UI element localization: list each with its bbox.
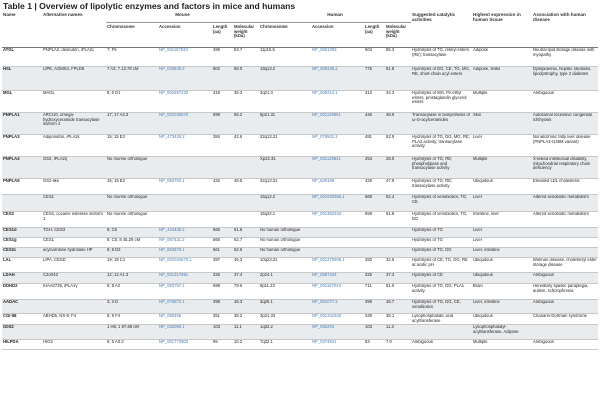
- catalytic-activity: Hydrolysis of CE, TG, DG, RE at acidic pH: [412, 257, 468, 267]
- human-accession-link[interactable]: NP_009214.1: [312, 90, 338, 95]
- catalytic-activity: Hydrolysis of TG, DG: [411, 248, 472, 258]
- group-header-row: [2, 12, 598, 23]
- group-header-human: Human: [259, 12, 411, 23]
- table-row: [2, 195, 598, 212]
- human-length: 313: [365, 90, 372, 95]
- gene-name: CES1g: [3, 237, 17, 242]
- human-molecular-weight: 28.0: [385, 157, 411, 179]
- human-chromosome: 22q13.31: [260, 134, 278, 139]
- mouse-accession-link[interactable]: NP_034849.2: [158, 67, 212, 91]
- mouse-molecular-weight: 39.2: [234, 313, 243, 318]
- human-molecular-weight: 45.7: [385, 300, 411, 314]
- mouse-chromosome: No murine orthologue: [106, 195, 259, 212]
- mouse-length: 384: [213, 134, 220, 139]
- mouse-accession-link[interactable]: NP_067431.2: [159, 237, 185, 242]
- gene-name: LAL: [3, 257, 12, 262]
- tissue-expression: Adipose, testis: [472, 67, 532, 91]
- table-body: [2, 48, 598, 350]
- human-chromosome: 19q13.2: [259, 67, 311, 91]
- catalytic-activity: Hydrolysis of xenobiotics, TG, DG: [412, 211, 468, 221]
- tissue-expression: Lysophosphatidyl-acyltransferase, Adipose: [472, 325, 532, 340]
- mouse-length: 103: [212, 325, 233, 340]
- gene-name: CES2: [3, 211, 14, 216]
- mouse-length: 95: [213, 339, 218, 344]
- alternative-names: CES2, cocaine esterase isoform 1: [43, 211, 103, 221]
- mouse-length: 565: [213, 237, 220, 242]
- mouse-molecular-weight: 11.1: [233, 325, 259, 340]
- mouse-molecular-weight: 61.8: [233, 228, 259, 238]
- header-mouse-length: Length (aa): [213, 24, 228, 34]
- human-molecular-weight: 81.0: [386, 283, 395, 288]
- mouse-molecular-weight: 37.4: [233, 273, 259, 284]
- catalytic-activity: Lysophosphatidic acid acyltransferase: [412, 313, 454, 323]
- table-row: [2, 340, 598, 350]
- table-row: [2, 238, 598, 248]
- gene-name: HSL: [2, 67, 42, 91]
- column-header-row: [2, 23, 598, 48]
- human-length: 325: [364, 273, 385, 284]
- tissue-expression: Liver: [472, 228, 532, 238]
- human-chromosome: 6p21.31: [259, 113, 311, 135]
- mouse-length: 699: [213, 283, 220, 288]
- mouse-chromosome: 19; 19 C1: [107, 257, 126, 262]
- disease-association: Elevated LDL cholesterol: [533, 178, 580, 183]
- header-human-mw: Molecular weight (kDa): [386, 24, 407, 39]
- alternative-names: GS2-like: [43, 178, 60, 183]
- disease-association: Ambiguous: [532, 300, 598, 314]
- table-row: [2, 157, 598, 179]
- mouse-molecular-weight: 62.5: [233, 248, 259, 258]
- human-chromosome: 1q32.2: [259, 325, 311, 340]
- catalytic-activity: Hydrolysis of TG: [411, 228, 472, 238]
- alternative-names: CES1: [42, 195, 106, 212]
- catalytic-activity: Hydrolysis of TG, RE; phospholipase and transacylase activity: [411, 157, 472, 179]
- table-row: [2, 48, 598, 67]
- lipolytic-enzymes-table: [2, 12, 598, 350]
- mouse-accession-link[interactable]: NP_080455: [159, 313, 182, 318]
- disease-association: [532, 238, 598, 248]
- tissue-expression: Liver: [473, 134, 483, 139]
- gene-name: PNPLA4: [2, 157, 42, 179]
- human-accession-link[interactable]: NP_001275908.1: [312, 257, 345, 262]
- human-accession-link[interactable]: NP_079501.2: [312, 134, 338, 139]
- mouse-chromosome: 8; 8 D3: [106, 248, 158, 258]
- gene-name: PNPLA3: [3, 134, 20, 139]
- tissue-expression: Ubiquitous: [473, 178, 493, 183]
- mouse-accession-link[interactable]: NP_001773903: [159, 339, 189, 344]
- gene-name: HILPDA: [3, 339, 19, 344]
- table-row: [2, 284, 598, 300]
- table-row: [2, 248, 598, 258]
- header-human-length: Length (aa): [365, 24, 380, 34]
- mouse-chromosome: 8; 8 A2: [107, 283, 121, 288]
- gene-name: AADAC: [2, 300, 42, 314]
- disease-association: Dyslipidemia, hepatic steatosis, lipodystrophy, type 2 diabetes: [532, 67, 598, 91]
- alternative-names: [42, 325, 106, 340]
- table-row: [2, 67, 598, 91]
- alternative-names: LIPA, CESD: [43, 257, 66, 262]
- mouse-accession-link[interactable]: NP_001034570.1: [159, 257, 192, 262]
- tissue-expression: Multiple: [472, 157, 532, 179]
- catalytic-activity: Hydrolysis of TG: [412, 237, 443, 242]
- catalytic-activity: Hydrolysis of MG, PA ethyl esters, prostaglandin glycerol esters: [412, 90, 467, 105]
- human-accession-link[interactable]: NP_0687443: [311, 273, 364, 284]
- table-row: [2, 314, 598, 325]
- gene-name: ATGL: [3, 47, 15, 52]
- mouse-chromosome: 7; F5: [107, 47, 117, 52]
- catalytic-activity: Ambiguous: [412, 339, 433, 344]
- human-molecular-weight: 34.3: [386, 90, 395, 95]
- human-accession-link[interactable]: NP_005348.2: [311, 67, 364, 91]
- human-accession-link[interactable]: NP_001157043: [312, 283, 341, 288]
- mouse-accession-link[interactable]: NP_001157633: [159, 47, 188, 52]
- human-chromosome: Xp22.31: [259, 157, 311, 179]
- alternative-names: [42, 300, 106, 314]
- header-human-accession: Accession: [312, 24, 334, 29]
- human-length: 283: [365, 257, 372, 262]
- tissue-expression: Ubiquitous: [472, 273, 532, 284]
- mouse-length: 802: [212, 67, 233, 91]
- human-chromosome: 3p21.33: [260, 313, 276, 318]
- tissue-expression: Ubiquitous: [473, 313, 493, 318]
- mouse-length: 351: [213, 313, 220, 318]
- mouse-length: 432: [213, 178, 220, 183]
- alternative-names: acylcarnitine hydrolase HP: [42, 248, 106, 258]
- header-mouse-mw: Molecular weight (kDa): [234, 24, 255, 39]
- catalytic-activity: Hydrolysis of TG, retinyl esters (RE); transacylase: [412, 47, 469, 57]
- mouse-chromosome: 6; 6 D1: [107, 90, 121, 95]
- mouse-molecular-weight: 35.3: [234, 90, 243, 95]
- tissue-expression: Liver: [472, 195, 532, 212]
- tissue-expression: Liver, intestine: [472, 300, 532, 314]
- table-row: [2, 212, 598, 228]
- human-length: 711: [365, 283, 372, 288]
- human-molecular-weight: 52.9: [386, 134, 395, 139]
- header-mouse-accession: Accession: [159, 24, 181, 29]
- human-length: 481: [365, 134, 372, 139]
- human-molecular-weight: 47.9: [386, 178, 395, 183]
- mouse-molecular-weight: 53.7: [234, 47, 243, 52]
- disease-association: Ambiguous: [533, 339, 554, 344]
- tissue-expression: Skin: [472, 113, 532, 135]
- header-activity: Suggested catalytic activities: [412, 12, 456, 22]
- gene-name: G0S2: [2, 325, 42, 340]
- human-molecular-weight: 62.4: [385, 195, 411, 212]
- tissue-expression: Brain: [473, 283, 483, 288]
- disease-association: Altered xenobiotic metabolism: [533, 211, 589, 216]
- human-length: 568: [364, 195, 385, 212]
- disease-association: Ambiguous: [533, 90, 554, 95]
- mouse-molecular-weight: 45.3: [233, 300, 259, 314]
- alternative-names: KIAA0725, iPLA1γ: [43, 283, 78, 288]
- human-length: 446: [364, 113, 385, 135]
- mouse-chromosome: 3; 3 D: [106, 300, 158, 314]
- table-row: [2, 113, 598, 135]
- disease-association: [532, 228, 598, 238]
- human-molecular-weight: 7.0: [386, 339, 392, 344]
- catalytic-activity: Transacylase in biosynthesis of ω-O-acylceramides: [411, 113, 472, 135]
- human-chromosome: No human orthologue: [259, 248, 411, 258]
- human-molecular-weight: 37.3: [385, 273, 411, 284]
- tissue-expression: Liver, intestine: [472, 248, 532, 258]
- mouse-accession-link[interactable]: NP_001030570: [158, 113, 212, 135]
- table-row: [2, 300, 598, 314]
- mouse-molecular-weight: 65.2: [233, 113, 259, 135]
- disease-association: Autosomal recessive congenital ichthyosis: [532, 113, 598, 135]
- disease-association: Wolman disease, cholesteryl ester storage disease: [533, 257, 597, 267]
- mouse-chromosome: No murine orthologue: [106, 157, 259, 179]
- mouse-chromosome: 8; C5: [106, 228, 158, 238]
- human-molecular-weight: 48.9: [385, 113, 411, 135]
- human-chromosome: 2p24.1: [259, 273, 311, 284]
- human-length: 559: [365, 211, 372, 216]
- mouse-molecular-weight: 10.2: [234, 339, 243, 344]
- disease-association: Chanarin-Dorfman syndrome: [533, 313, 588, 318]
- gene-name: CES1d: [2, 228, 42, 238]
- catalytic-activity: Hydrolysis of TG, DG; PLA1 activity: [412, 283, 465, 293]
- tissue-expression: Liver: [473, 237, 483, 242]
- alternative-names: ARCI10, omega-hydroxyceramide transacylase isoform 4: [42, 113, 106, 135]
- human-molecular-weight: 11.3: [385, 325, 411, 340]
- disease-association: Nonalcoholic fatty liver disease (PNPLA3-I148M variant): [533, 134, 591, 144]
- mouse-chromosome: 6; 6 A3.3: [107, 339, 124, 344]
- human-chromosome: No human orthologue: [260, 237, 301, 242]
- header-human-chromosome: Chromosome: [260, 24, 288, 29]
- human-length: 63: [365, 339, 370, 344]
- human-length: 399: [364, 300, 385, 314]
- disease-association: Ambiguous: [532, 273, 598, 284]
- catalytic-activity: Hydrolysis of TG, RE; transacylase activity: [412, 178, 453, 188]
- tissue-expression: Ubiquitous: [473, 257, 493, 262]
- human-chromosome: No human orthologue: [259, 228, 411, 238]
- tissue-expression: Multiple: [473, 90, 488, 95]
- gene-name: PNPLA5: [3, 178, 20, 183]
- table-row: [2, 135, 598, 157]
- tissue-expression: Multiple: [473, 339, 488, 344]
- human-accession-link[interactable]: NP_0374641: [312, 339, 337, 344]
- human-chromosome: 16q12.2: [259, 195, 311, 212]
- mouse-molecular-weight: 45.3: [234, 257, 243, 262]
- human-accession-link[interactable]: NP_001341933: [312, 313, 342, 318]
- human-length: 349: [365, 313, 372, 318]
- disease-association: Hereditary spastic paraplegia, autism, schizophrenia: [533, 283, 589, 293]
- human-accession-link[interactable]: NP_001352343: [312, 211, 342, 216]
- gene-name: MGL: [3, 90, 13, 95]
- human-molecular-weight: 81.8: [385, 67, 411, 91]
- table-row: [2, 179, 598, 195]
- mouse-chromosome: 1 H6; 1 97.69 cM: [106, 325, 158, 340]
- mouse-molecular-weight: 88.0: [233, 67, 259, 91]
- human-chromosome: 3q21.3: [260, 90, 273, 95]
- table-row: [2, 258, 598, 273]
- mouse-length: 398: [212, 300, 233, 314]
- human-accession-link[interactable]: NP_0601093: [312, 47, 337, 52]
- mouse-accession-link[interactable]: NP_075872.1: [158, 300, 212, 314]
- catalytic-activity: Hydrolysis of CE: [411, 273, 472, 284]
- alternative-names: GS2, iPLA2η: [42, 157, 106, 179]
- mouse-length: 397: [213, 257, 220, 262]
- gene-name: [2, 195, 42, 212]
- gene-name: CES2c: [2, 248, 42, 258]
- human-accession-link[interactable]: NP_001139881: [311, 113, 364, 135]
- human-accession-link[interactable]: NP_620169: [312, 178, 335, 183]
- mouse-accession-link[interactable]: NP_083703.1: [159, 178, 185, 183]
- mouse-length: 565: [212, 228, 233, 238]
- mouse-accession-link[interactable]: NP_663578.1: [158, 248, 212, 258]
- catalytic-activity: Hydrolysis of xenobiotics, TG, CE: [411, 195, 472, 212]
- header-name: Name: [3, 12, 16, 17]
- catalytic-activity: Hydrolysis of TG, DG, CE, xenobiotics: [411, 300, 472, 314]
- mouse-length: 326: [212, 273, 233, 284]
- human-molecular-weight: 55.3: [386, 47, 395, 52]
- mouse-accession-link[interactable]: NP_032080.1: [158, 325, 212, 340]
- mouse-chromosome: 9; 9 F4: [107, 313, 121, 318]
- mouse-molecular-weight: 42.6: [234, 134, 243, 139]
- mouse-accession-link[interactable]: NP_001597233: [159, 90, 189, 95]
- mouse-molecular-weight: 62.7: [234, 237, 243, 242]
- mouse-accession-link[interactable]: NP_473429.2: [159, 134, 185, 139]
- human-chromosome: 10q23.31: [260, 257, 278, 262]
- table-row: [2, 273, 598, 284]
- disease-association: Altered xenobiotic metabolism: [532, 195, 598, 212]
- mouse-chromosome: 15; 15 E2: [107, 178, 125, 183]
- human-length: 504: [365, 47, 372, 52]
- table-row: [2, 325, 598, 340]
- mouse-chromosome: No murine orthologue: [107, 211, 148, 216]
- human-chromosome: 22q13.31: [260, 178, 278, 183]
- catalytic-activity: Hydrolysis of TG, DG, MG, RE; PLA2 activity; transacylase activity: [412, 134, 470, 149]
- human-length: 103: [364, 325, 385, 340]
- alternative-names: C2orf43: [42, 273, 106, 284]
- disease-association: Neutral lipid storage disease with myopathy: [533, 47, 595, 57]
- human-accession-link[interactable]: NP_056203: [311, 325, 364, 340]
- alternative-names: TGH, CES3: [42, 228, 106, 238]
- gene-name: LDAH: [2, 273, 42, 284]
- mouse-molecular-weight: 79.6: [234, 283, 243, 288]
- group-header-mouse: Mouse: [106, 12, 259, 23]
- alternative-names: HIG2: [43, 339, 53, 344]
- human-length: 429: [365, 178, 372, 183]
- gene-name: DDHD2: [3, 283, 18, 288]
- mouse-chromosome: 7 A3; 7.13.78 cM: [106, 67, 158, 91]
- table-row: [2, 91, 598, 113]
- catalytic-activity: Hydrolysis of DG, CE, TG, MG, RE, short-chain acyl esters: [411, 67, 472, 91]
- mouse-chromosome: 17; 17 A3.3: [106, 113, 158, 135]
- disease-association: [532, 325, 598, 340]
- mouse-molecular-weight: 48.5: [234, 178, 243, 183]
- mouse-chromosome: 8; C5; 8 45.29 cM: [107, 237, 141, 242]
- mouse-length: 319: [213, 90, 220, 95]
- catalytic-activity: [411, 325, 472, 340]
- alternative-names: LIPE, AOMS4, FPLD6: [42, 67, 106, 91]
- tissue-expression: Intestine, liver: [473, 211, 499, 216]
- alternative-names: CES1: [43, 237, 54, 242]
- gene-name: PNPLA1: [2, 113, 42, 135]
- mouse-accession-link[interactable]: NP_001317691: [158, 273, 212, 284]
- mouse-chromosome: 12; 12 A1.3: [106, 273, 158, 284]
- header-mouse-chromosome: Chromosome: [107, 24, 135, 29]
- human-molecular-weight: 39.1: [386, 313, 395, 318]
- alternative-names: PNPLA2, desnutrin, iPLA2ζ: [43, 47, 94, 52]
- disease-association: X-linked intellectual disability, mitochondrial respiratory chain deficiency: [532, 157, 598, 179]
- mouse-length: 486: [213, 47, 220, 52]
- human-accession-link[interactable]: NP_001020366.1: [311, 195, 364, 212]
- human-accession-link[interactable]: NP_001077.2: [311, 300, 364, 314]
- header-alt: Alternative names: [43, 12, 83, 17]
- tissue-expression: Adipose: [473, 47, 489, 52]
- alternative-names: ABHD5, NS-9; F4: [43, 313, 77, 318]
- human-accession-link[interactable]: NP_001139841: [311, 157, 364, 179]
- human-chromosome: 16q22.1: [260, 211, 276, 216]
- human-molecular-weight: 61.8: [386, 211, 395, 216]
- mouse-accession-link[interactable]: NP_083757.1: [159, 283, 185, 288]
- table-row: [2, 228, 598, 238]
- human-chromosome: 3q25.1: [259, 300, 311, 314]
- header-disease: Association with human disease: [533, 12, 586, 22]
- mouse-chromosome: 15; 15 E2: [107, 134, 125, 139]
- human-chromosome: 8p11.23: [260, 283, 275, 288]
- human-molecular-weight: 32.6: [386, 257, 395, 262]
- human-chromosome: 11p15.5: [260, 47, 275, 52]
- human-length: 775: [364, 67, 385, 91]
- disease-association: [532, 248, 598, 258]
- header-tissue: Highest expression in human tissue: [473, 12, 521, 22]
- alternative-names: Adiponutrin, iPLA2ε: [43, 134, 80, 139]
- alternative-names: MAGL: [43, 90, 55, 95]
- human-chromosome: 7q32.1: [260, 339, 273, 344]
- mouse-length: 599: [212, 113, 233, 135]
- mouse-accession-link[interactable]: NP_444430.2: [158, 228, 212, 238]
- mouse-length: 561: [212, 248, 233, 258]
- human-length: 253: [364, 157, 385, 179]
- table-title: Table 1 | Overview of lipolytic enzymes and factors in mice and humans: [3, 1, 296, 11]
- gene-name: CGI-58: [3, 313, 17, 318]
